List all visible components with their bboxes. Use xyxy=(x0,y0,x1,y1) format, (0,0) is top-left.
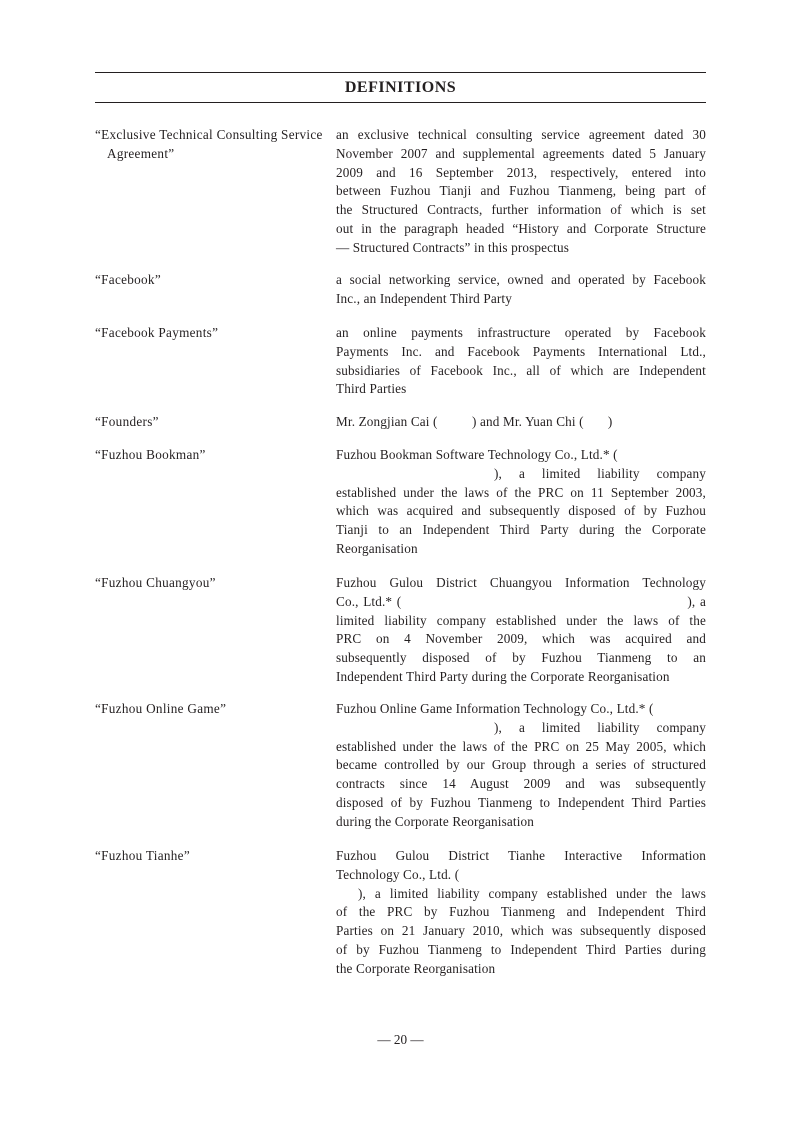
header-bottom-rule xyxy=(95,102,706,103)
definition-line: established under the laws of the PRC on 11 September 2003, xyxy=(336,484,706,500)
definition-line: Fuzhou Bookman Software Technology Co., Ltd.* ( xyxy=(336,447,618,462)
definition-line: 2009 and 16 September 2013, respectively, entered into xyxy=(336,164,706,180)
definition-text xyxy=(336,324,706,399)
definition-term: “Fuzhou Online Game” xyxy=(95,701,227,716)
definition-line: contracts since 14 August 2009 and was subsequently xyxy=(336,776,706,792)
header-top-rule xyxy=(95,72,706,73)
definition-line: Inc., an Independent Third Party xyxy=(336,290,512,306)
definition-text xyxy=(336,847,706,979)
definition-line: Technology Co., Ltd. ( xyxy=(336,866,460,882)
definition-line: Third Parties xyxy=(336,381,407,397)
definition-line: — Structured Contracts” in this prospectus xyxy=(336,239,570,255)
definition-line: during the Corporate Reorganisation xyxy=(336,813,535,829)
definition-line: subsidiaries of Facebook Inc., all of which are Independent xyxy=(336,362,706,378)
definition-line: out in the paragraph headed “History and Corporate Structure xyxy=(336,220,706,236)
definition-term: “Exclusive Technical Consulting Service Agreement” xyxy=(95,127,323,161)
definition-term: “Facebook Payments” xyxy=(95,325,219,340)
definition-line: subsequently disposed of by Fuzhou Tianmeng to an xyxy=(336,650,706,666)
definition-line: ), a limited liability company xyxy=(494,465,706,481)
definition-line: established under the laws of the PRC on 25 May 2005, which xyxy=(336,738,706,754)
definition-text xyxy=(336,126,706,258)
definition-text xyxy=(336,446,706,559)
definition-line: disposed of by Fuzhou Tianmeng to Independent Third Parties xyxy=(336,794,706,810)
definition-text xyxy=(336,413,706,432)
definition-line: Fuzhou Online Game Information Technology Co., Ltd.* ( xyxy=(336,701,654,716)
definition-line: Payments Inc. and Facebook Payments International Ltd., xyxy=(336,343,706,359)
definition-line: between Fuzhou Tianji and Fuzhou Tianmeng, being part of xyxy=(336,183,706,199)
definition-line: an online payments infrastructure operated by Facebook xyxy=(336,325,706,340)
definition-line: of by Fuzhou Tianmeng to Independent Third Parties during xyxy=(336,941,706,957)
page-number: — 20 — xyxy=(377,1032,424,1047)
definition-line: Mr. Zongjian Cai ( ) and Mr. Yuan Chi ( ) xyxy=(336,414,613,429)
definition-line: the Structured Contracts, further information of which is set xyxy=(336,202,706,218)
definition-line: ), a limited liability company xyxy=(494,719,706,735)
definition-line: became controlled by our Group through a series of structured xyxy=(336,757,706,773)
definition-line: which was acquired and subsequently disposed of by Fuzhou xyxy=(336,503,706,519)
definition-text xyxy=(336,574,706,687)
definition-term: “Fuzhou Tianhe” xyxy=(95,848,190,863)
definition-line: Independent Third Party during the Corporate Reorganisation xyxy=(336,668,670,684)
definition-line: an exclusive technical consulting service agreement dated 30 xyxy=(336,127,706,142)
definition-line: Fuzhou Gulou District Tianhe Interactive Information xyxy=(336,848,706,863)
definition-line: November 2007 and supplemental agreements dated 5 January xyxy=(336,145,706,161)
definition-term: “Facebook” xyxy=(95,272,161,287)
definition-text xyxy=(336,271,706,309)
definition-term: “Founders” xyxy=(95,414,159,429)
definition-line: ), a limited liability company established under the laws xyxy=(358,885,706,901)
page-title: DEFINITIONS xyxy=(344,79,457,96)
definition-line: Tianji to an Independent Third Party during the Corporate xyxy=(336,522,706,538)
definition-line: Co., Ltd.* ( ), a xyxy=(336,593,706,609)
definition-line: Parties on 21 January 2010, which was subsequently disposed xyxy=(336,923,706,939)
definition-line: of the PRC by Fuzhou Tianmeng and Independent Third xyxy=(336,904,706,920)
definition-line: limited liability company established under the laws of the xyxy=(336,612,706,628)
definition-text xyxy=(336,700,706,832)
definition-line: Fuzhou Gulou District Chuangyou Information Technology xyxy=(336,575,706,590)
definition-term: “Fuzhou Bookman” xyxy=(95,447,206,462)
definition-line: the Corporate Reorganisation xyxy=(336,960,496,976)
definition-line: Reorganisation xyxy=(336,540,418,556)
definition-term: “Fuzhou Chuangyou” xyxy=(95,575,216,590)
definition-line: PRC on 4 November 2009, which was acquired and xyxy=(336,631,706,647)
definition-line: a social networking service, owned and operated by Facebook xyxy=(336,272,706,287)
